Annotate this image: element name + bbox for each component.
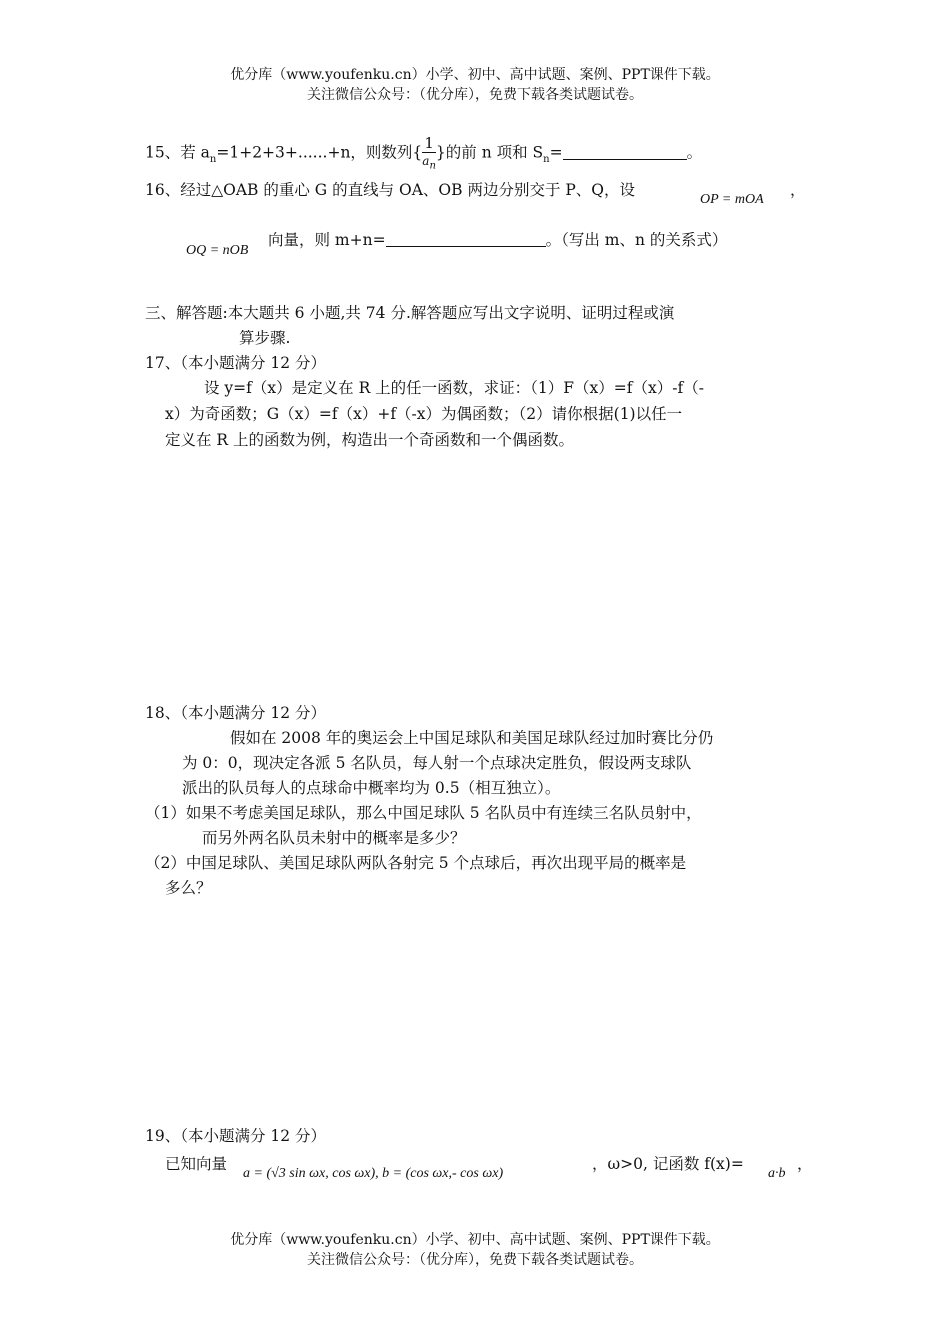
question-18-line1: 假如在 2008 年的奥运会上中国足球队和美国足球队经过加时赛比分仍 [230, 729, 714, 747]
question-19-lead: 已知向量 [165, 1155, 228, 1173]
question-17-line3: 定义在 R 上的函数为例，构造出一个奇函数和一个偶函数。 [165, 431, 575, 449]
answer-blank-16[interactable] [386, 231, 546, 247]
page-header-line2: 关注微信公众号：（优分库），免费下载各类试题试卷。 [307, 87, 643, 103]
question-18-part2-b: 多么？ [165, 879, 212, 897]
section-3-line1: 三、解答题:本大题共 6 小题,共 74 分.解答题应写出文字说明、证明过程或演 [145, 304, 675, 322]
question-18-line3: 派出的队员每人的点球命中概率均为 0.5（相互独立）。 [182, 779, 561, 797]
question-15: 15、若 $a_n=1+2+3+......+n$，则数列{ $\frac{1}{a_n}$ }的前 n 项和 $S_n=$ 。 [145, 134, 703, 172]
vector-dot-product: a·b [768, 1166, 786, 1181]
vector-formula-op: OP = mOA [700, 192, 764, 207]
comma: ， [790, 181, 806, 199]
question-19-condition: ，ω>0, 记函数 f(x)= [592, 1155, 744, 1173]
question-18-title: 18、（本小题满分 12 分） [145, 704, 327, 722]
fraction-1-over-an: $\frac{1}{a_n}$ [422, 134, 436, 172]
page-footer-line2: 关注微信公众号：（优分库），免费下载各类试题试卷。 [307, 1252, 643, 1268]
question-18-part2-a: （2）中国足球队、美国足球队两队各射完 5 个点球后，再次出现平局的概率是 [145, 854, 687, 872]
question-17-line2: x）为奇函数；G（x）=f（x）+f（-x）为偶函数；（2）请你根据(1)以任一 [165, 405, 683, 423]
page-footer-line1: 优分库（www.youfenku.cn）小学、初中、高中试题、案例、PPT课件下载。 [230, 1232, 720, 1248]
question-16-line2: 向量，则 m+n= 。（写出 m、n 的关系式） [268, 231, 728, 249]
question-18-line2: 为 0：0，现决定各派 5 名队员，每人射一个点球决定胜负，假设两支球队 [182, 754, 692, 772]
vector-formula-oq: OQ = nOB [186, 243, 249, 258]
question-17-line1: 设 y=f（x）是定义在 R 上的任一函数，求证：（1）F（x）=f（x）-f（- [204, 379, 704, 397]
comma: ， [797, 1155, 813, 1173]
question-16-line1: 16、经过△OAB 的重心 G 的直线与 OA、OB 两边分别交于 P、Q，设 [145, 181, 636, 199]
question-18-part1-a: （1）如果不考虑美国足球队，那么中国足球队 5 名队员中有连续三名队员射中， [145, 804, 702, 822]
question-18-part1-b: 而另外两名队员未射中的概率是多少？ [202, 829, 466, 847]
question-17-title: 17、（本小题满分 12 分） [145, 354, 327, 372]
question-19-title: 19、（本小题满分 12 分） [145, 1127, 327, 1145]
section-3-line2: 算步骤. [239, 329, 291, 347]
answer-blank-15[interactable] [563, 144, 687, 160]
page-header-line1: 优分库（www.youfenku.cn）小学、初中、高中试题、案例、PPT课件下载。 [230, 67, 720, 83]
vector-formula-a-b: a = (√3 sin ωx, cos ωx), b = (cos ωx,- cos ωx) [243, 1166, 504, 1181]
